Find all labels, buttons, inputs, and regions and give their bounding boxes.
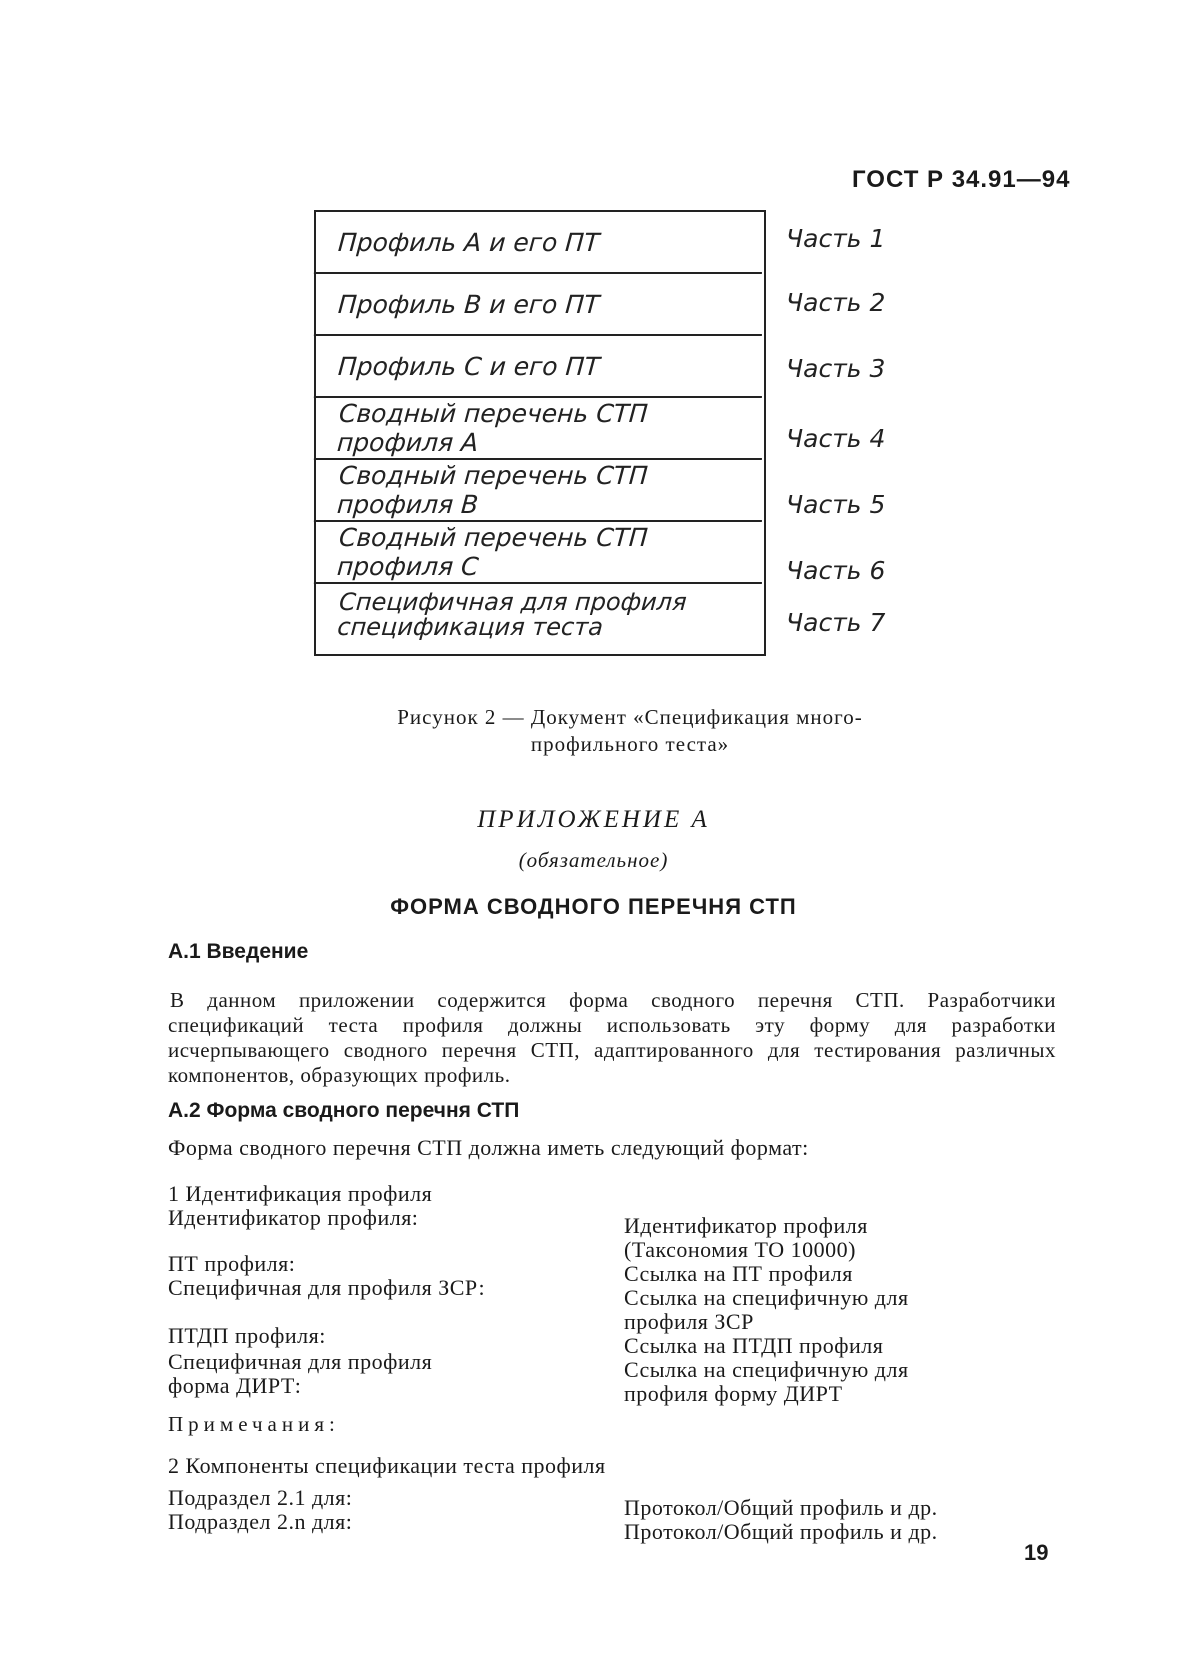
appendix-heading: ФОРМА СВОДНОГО ПЕРЕЧНЯ СТП: [390, 894, 797, 919]
figure-part-1: Часть 1: [786, 224, 886, 253]
figure-row-summary-b: Сводный перечень СТП профиля В: [314, 460, 766, 522]
section-a2-title: А.2 Форма сводного перечня СТП: [168, 1099, 520, 1122]
appendix-title: ПРИЛОЖЕНИЕ А: [477, 806, 710, 833]
figure-caption: [330, 704, 930, 758]
form-sub2-left: Подраздел 2.n для:: [168, 1509, 353, 1534]
appendix-status: (обязательное): [518, 848, 669, 872]
figure-part-5: Часть 5: [786, 490, 886, 519]
figure-part-2: Часть 2: [786, 288, 886, 317]
section-a1-title: А.1 Введение: [168, 940, 309, 963]
section-a1-text: В данном приложении содержится форма сводного перечня СТП. Разработчики спецификаций теста профиля должны использовать эту форму для разработки исчерпывающего сводного перечня СТП, адаптированного для тестирования различных компонентов, образующих профиль.: [168, 988, 1056, 1087]
figure-row-specific-spec: [314, 584, 767, 654]
form-left-id: Идентификатор профиля:: [168, 1205, 419, 1230]
form-left-dirt-line2: форма ДИРТ:: [168, 1373, 302, 1398]
figure-row-profile-a: Профиль А и его ПТ: [314, 212, 766, 274]
form-sub2-right: Протокол/Общий профиль и др.: [624, 1519, 938, 1544]
form-right-line4: Ссылка на специфичную для: [624, 1285, 909, 1310]
form-right-line5: профиля ЗСР: [624, 1309, 754, 1334]
form-right-line3: Ссылка на ПТ профиля: [624, 1261, 853, 1286]
figure-row-summary-a: Сводный перечень СТП профиля А: [314, 398, 766, 460]
page-number: 19: [1024, 1540, 1049, 1565]
figure-diagram: [314, 210, 766, 656]
form-right-line1: Идентификатор профиля: [624, 1213, 868, 1238]
form-notes-label: Примечания:: [168, 1412, 340, 1436]
form-left-ptdp: ПТДП профиля:: [168, 1323, 326, 1348]
form-left-zsr: Специфичная для профиля ЗСР:: [168, 1275, 486, 1300]
form-right-line2: (Таксономия ТО 10000): [624, 1237, 856, 1262]
form-right-line7: Ссылка на специфичную для: [624, 1357, 909, 1382]
form-item1-title: 1 Идентификация профиля: [168, 1181, 433, 1206]
document-header: ГОСТ Р 34.91—94: [852, 166, 1071, 193]
form-left-pt: ПТ профиля:: [168, 1251, 296, 1276]
form-sub1-right: Протокол/Общий профиль и др.: [624, 1495, 938, 1520]
figure-part-7: Часть 7: [786, 608, 886, 637]
form-sub1-left: Подраздел 2.1 для:: [168, 1485, 353, 1510]
form-right-line6: Ссылка на ПТДП профиля: [624, 1333, 884, 1358]
form-item2-title: 2 Компоненты спецификации теста профиля: [168, 1453, 606, 1478]
form-right-line8: профиля форму ДИРТ: [624, 1381, 843, 1406]
figure-row-summary-c: Сводный перечень СТП профиля С: [314, 522, 766, 584]
figure-part-3: Часть 3: [786, 354, 886, 383]
section-a2-intro: Форма сводного перечня СТП должна иметь следующий формат:: [168, 1135, 809, 1160]
figure-row-profile-b: Профиль В и его ПТ: [314, 274, 766, 336]
figure-part-4: Часть 4: [786, 424, 886, 453]
figure-caption-line1: Рисунок 2 — Документ «Спецификация много-: [397, 705, 863, 729]
figure-caption-line2: профильного теста»: [530, 732, 730, 756]
figure-row-profile-c: Профиль С и его ПТ: [314, 336, 766, 398]
figure-part-6: Часть 6: [786, 556, 886, 585]
form-left-dirt-line1: Специфичная для профиля: [168, 1349, 433, 1374]
figure-row-specific-line1: Специфичная для профиля: [338, 588, 688, 616]
figure-row-specific-line2: спецификация теста: [336, 613, 604, 641]
